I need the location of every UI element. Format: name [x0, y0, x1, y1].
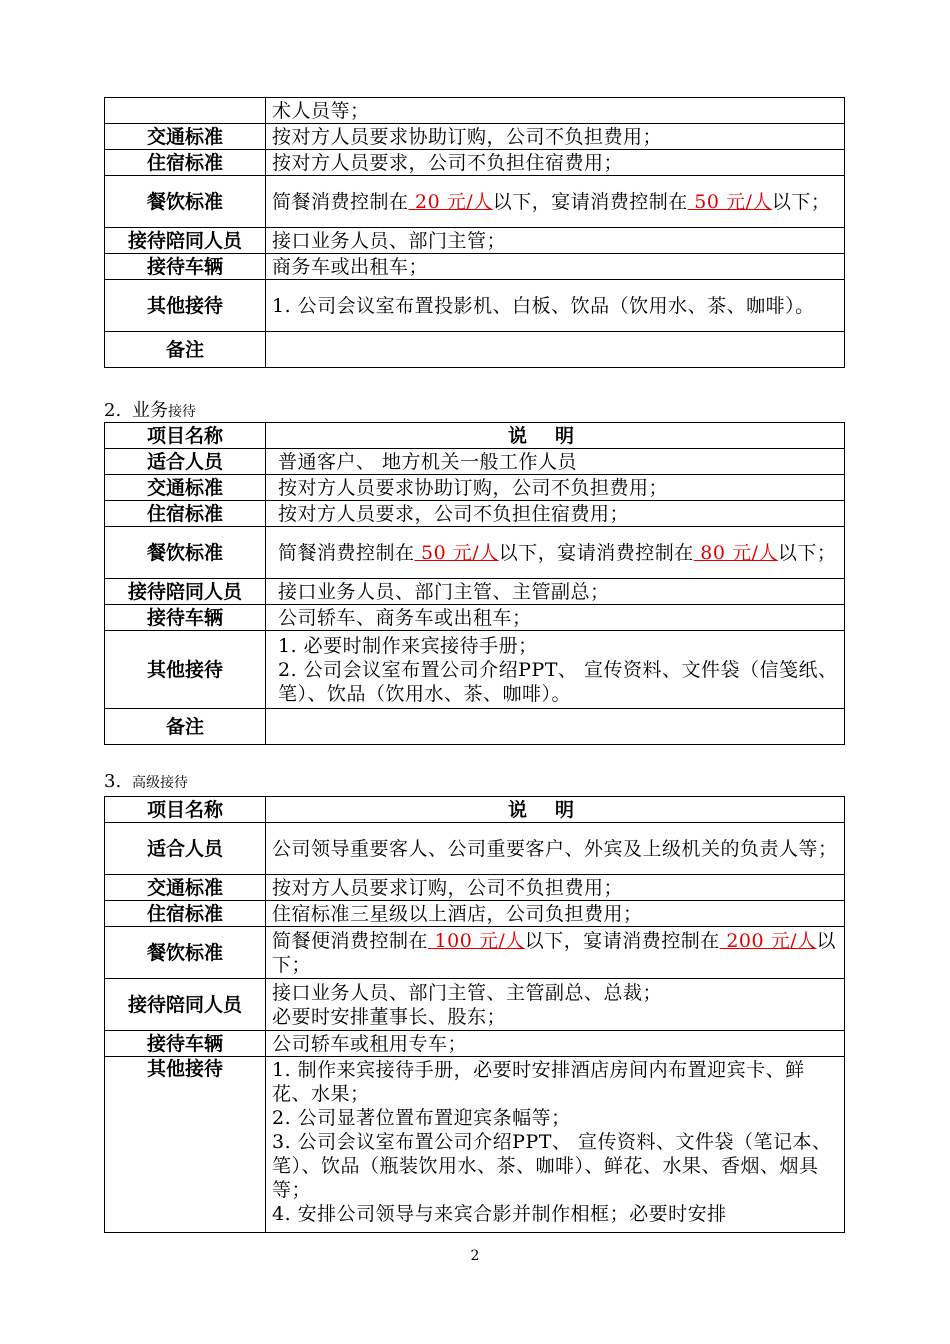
header-item-name: 项目名称 [105, 423, 266, 449]
text-segment: 以下； [771, 190, 831, 213]
row-label: 适合人员 [105, 823, 266, 875]
table-row [105, 875, 845, 901]
row-label: 接待车辆 [105, 254, 266, 280]
row-label: 接待陪同人员 [105, 979, 266, 1031]
row-label: 接待车辆 [105, 1031, 266, 1057]
row-label [105, 98, 266, 124]
section-heading [104, 396, 196, 422]
meal-standard-text [266, 176, 845, 228]
table-row [105, 254, 845, 280]
other-reception-text [266, 1057, 845, 1233]
row-label: 住宿标准 [105, 150, 266, 176]
row-label: 餐饮标准 [105, 527, 266, 579]
table-row [105, 579, 845, 605]
table-advanced-reception [104, 796, 845, 1233]
row-label: 备注 [105, 332, 266, 368]
text-line: 接口业务人员、部门主管、主管副总、总裁； [272, 981, 663, 1004]
meal-limit-banquet: 200 元/人 [719, 929, 817, 952]
section-title: 业务 [132, 400, 168, 421]
section-title-suffix: 接待 [168, 404, 196, 420]
table-header-row [105, 423, 845, 449]
table-row [105, 709, 845, 745]
table-basic-reception [104, 97, 845, 368]
row-label: 餐饮标准 [105, 927, 266, 979]
row-text [266, 709, 845, 745]
row-label: 交通标准 [105, 124, 266, 150]
row-label: 交通标准 [105, 475, 266, 501]
table-row [105, 927, 845, 979]
text-line: 1. 必要时制作来宾接待手册； [278, 634, 538, 657]
table-row [105, 501, 845, 527]
row-label: 接待车辆 [105, 605, 266, 631]
row-label: 住宿标准 [105, 901, 266, 927]
row-text [266, 332, 845, 368]
row-text: 住宿标准三星级以上酒店，公司负担费用； [266, 901, 845, 927]
row-text: 按对方人员要求订购，公司不负担费用； [266, 875, 845, 901]
table-row [105, 228, 845, 254]
row-text: 接口业务人员、部门主管、主管副总； [266, 579, 845, 605]
table-business-reception [104, 422, 845, 745]
text-line: 2. 公司显著位置布置迎宾条幅等； [272, 1107, 571, 1129]
row-label: 住宿标准 [105, 501, 266, 527]
row-text: 普通客户、 地方机关一般工作人员 [266, 449, 845, 475]
row-label: 接待陪同人员 [105, 579, 266, 605]
header-description: 说明 [266, 797, 845, 823]
meal-limit-simple: 100 元/人 [428, 929, 525, 952]
table-row [105, 1057, 845, 1233]
section-number: 2. [104, 400, 122, 421]
table-row [105, 605, 845, 631]
meal-limit-simple: 50 元/人 [414, 541, 499, 564]
text-line: 4. 安排公司领导与来宾合影并制作相框；必要时安排 [272, 1203, 727, 1225]
other-reception-text [266, 631, 845, 709]
table-row [105, 280, 845, 332]
text-segment: 以下，宴请消费控制在 [492, 190, 688, 213]
text-segment: 简餐消费控制在 [272, 190, 409, 213]
text-segment: 以下，宴请消费控制在 [498, 541, 694, 564]
row-text: 公司领导重要客人、公司重要客户、外宾及上级机关的负责人等； [266, 823, 845, 875]
table-row [105, 332, 845, 368]
text-line: 1. 制作来宾接待手册，必要时安排酒店房间内布置迎宾卡、鲜花、水果； [272, 1059, 805, 1105]
row-label: 备注 [105, 709, 266, 745]
table-header-row [105, 797, 845, 823]
page-number: 2 [470, 1248, 480, 1264]
row-label: 适合人员 [105, 449, 266, 475]
table-row [105, 98, 845, 124]
text-segment: 以下； [777, 541, 837, 564]
row-label: 接待陪同人员 [105, 228, 266, 254]
row-text: 接口业务人员、部门主管； [266, 228, 845, 254]
row-text: 公司轿车、商务车或出租车； [266, 605, 845, 631]
row-text: 按对方人员要求协助订购，公司不负担费用； [266, 124, 845, 150]
row-text: 商务车或出租车； [266, 254, 845, 280]
meal-limit-simple: 20 元/人 [408, 190, 493, 213]
table-row [105, 176, 845, 228]
table-row [105, 823, 845, 875]
text-line: 必要时安排董事长、股东； [272, 1005, 507, 1028]
row-label: 餐饮标准 [105, 176, 266, 228]
row-text: 按对方人员要求，公司不负担住宿费用； [266, 150, 845, 176]
row-text: 1. 公司会议室布置投影机、白板、饮品（饮用水、茶、咖啡）。 [266, 280, 845, 332]
meal-standard-text [266, 927, 845, 979]
text-segment: 简餐便消费控制在 [272, 929, 429, 952]
row-text: 按对方人员要求，公司不负担住宿费用； [266, 501, 845, 527]
row-label: 其他接待 [105, 631, 266, 709]
meal-standard-text [266, 527, 845, 579]
row-label: 交通标准 [105, 875, 266, 901]
table-row [105, 475, 845, 501]
companion-text [266, 979, 845, 1031]
header-description: 说明 [266, 423, 845, 449]
row-label: 其他接待 [105, 280, 266, 332]
table-row [105, 527, 845, 579]
table-row [105, 449, 845, 475]
text-segment: 简餐消费控制在 [278, 541, 415, 564]
text-line: 2. 公司会议室布置公司介绍PPT、 宣传资料、文件袋（信笺纸、笔）、饮品（饮用水、茶、咖啡）。 [278, 658, 838, 705]
text-segment: 以下，宴请消费控制在 [524, 929, 720, 952]
section-number: 3. [104, 771, 122, 792]
table-row [105, 901, 845, 927]
section-title: 高级接待 [132, 775, 188, 791]
table-row [105, 979, 845, 1031]
section-heading [104, 771, 188, 792]
meal-limit-banquet: 80 元/人 [693, 541, 778, 564]
meal-limit-banquet: 50 元/人 [687, 190, 772, 213]
header-item-name: 项目名称 [105, 797, 266, 823]
table-row [105, 631, 845, 709]
row-text: 按对方人员要求协助订购，公司不负担费用； [266, 475, 845, 501]
text-segment: 以下； [272, 929, 837, 976]
table-row [105, 124, 845, 150]
table-row [105, 150, 845, 176]
row-text: 术人员等； [266, 98, 845, 124]
row-label: 其他接待 [105, 1057, 266, 1233]
table-row [105, 1031, 845, 1057]
text-line: 3. 公司会议室布置公司介绍PPT、 宣传资料、文件袋（笔记本、笔）、饮品（瓶装饮用水、茶、咖啡）、鲜花、水果、香烟、烟具等； [272, 1131, 832, 1201]
row-text: 公司轿车或租用专车； [266, 1031, 845, 1057]
